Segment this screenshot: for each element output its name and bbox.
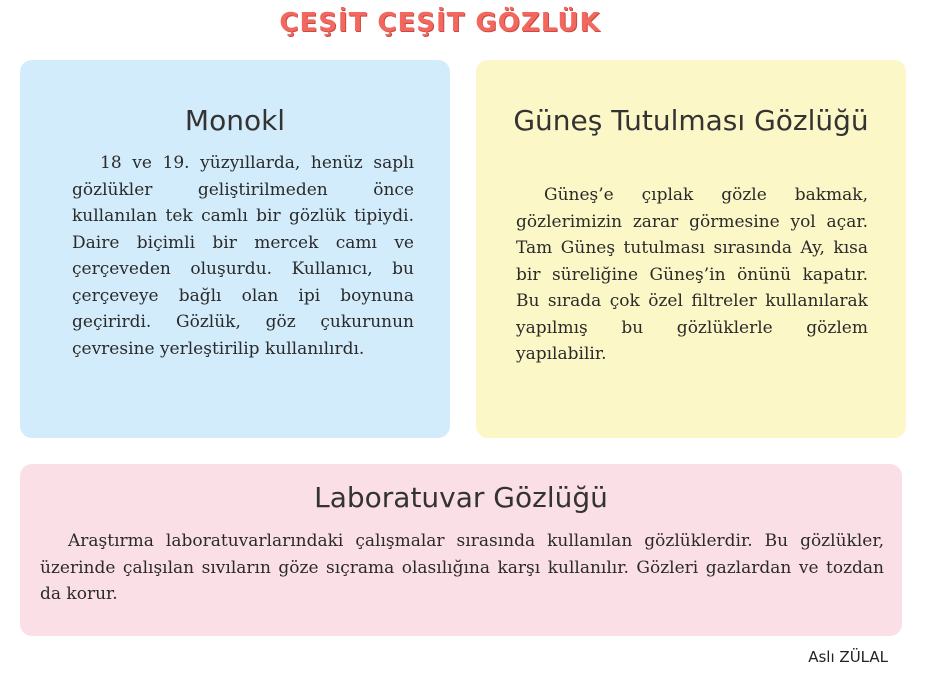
monokl-card <box>20 60 450 438</box>
page-title: ÇEŞİT ÇEŞİT GÖZLÜK <box>279 8 601 38</box>
gunes-tutulmasi-card <box>476 60 906 438</box>
author-credit: Aslı ZÜLAL <box>808 648 888 666</box>
card-body: 18 ve 19. yüzyıllarda, henüz saplı gözlükler geliştirilmeden önce kullanılan tek camlı bir gözlük tipiydi. Daire biçimli bir mercek camı ve çerçeveden oluşurdu. Kullanıcı, bu çerçeveye bağlı olan ipi boynuna geçirirdi. Gözlük, göz çukurunun çevresine yerleştirilip kullanılırdı. <box>72 153 414 359</box>
card-title: Monokl <box>184 104 286 137</box>
card-title: Güneş Tutulması Gözlüğü <box>513 104 869 137</box>
card-body: Araştırma laboratuvarlarındaki çalışmalar sırasında kullanılan gözlüklerdir. Bu gözlükler, üzerinde çalışılan sıvıların göze sıçrama olasılığına karşı kullanılır. Gözleri gazlardan ve tozdan da korur. <box>40 531 884 604</box>
laboratuvar-card <box>20 464 902 636</box>
card-title: Laboratuvar Gözlüğü <box>314 481 608 514</box>
card-body: Güneş’e çıplak gözle bakmak, gözlerimizin zarar görmesine yol açar. Tam Güneş tutulması sırasında Ay, kısa bir süreliğine Güneş’in önünü kapatır. Bu sırada çok özel filtreler kullanılarak yapılmış bu gözlüklerle gözlem yapılabilir. <box>516 185 868 364</box>
